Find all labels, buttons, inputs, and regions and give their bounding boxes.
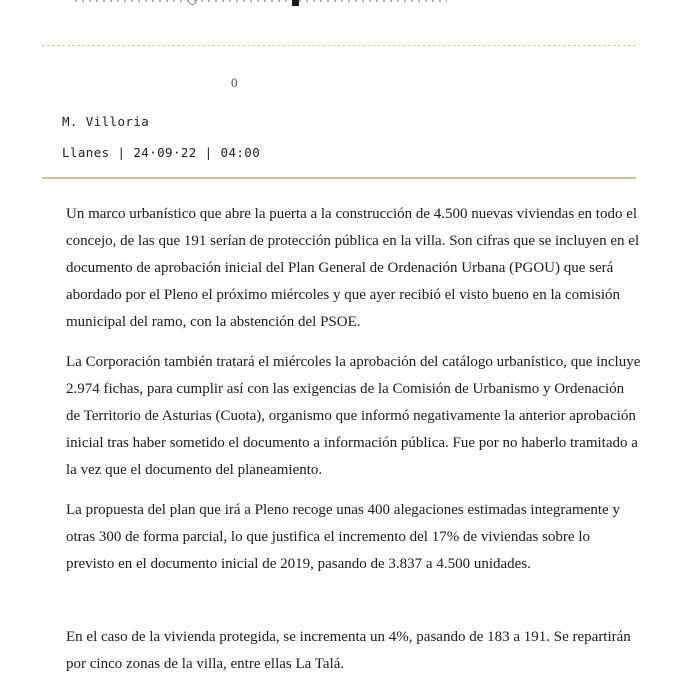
article-paragraph-4: En el caso de la vivienda protegida, se incrementa un 4%, pasando de 183 a 191. Se repartirán por cinco zonas de la villa, entre ellas La Talá. [66, 629, 631, 672]
author-byline[interactable]: M. Villoria [62, 114, 150, 129]
comment-count[interactable]: 0 [231, 75, 238, 90]
headline-letter-fragment [188, 0, 197, 5]
headline-text-fragment [75, 0, 447, 2]
article-body [66, 201, 642, 678]
top-divider [42, 45, 636, 46]
article-paragraph-3: La propuesta del plan que irá a Pleno recoge unas 400 alegaciones estimadas integramente y otras 300 de forma parcial, lo que justifica el incremento del 17% de viviendas sobre lo previsto en el documento inicial de 2019, pasando de 3.837 a 4.500 unidades. [66, 502, 620, 572]
headline-letter-fragment [292, 0, 299, 6]
article-paragraph-2: La Corporación también tratará el miércoles la aprobación del catálogo urbanístico, que incluye 2.974 fichas, para cumplir así con las exigencias de la Comisión de Urbanismo y Ordenación de Territorio de Asturias (Cuota), organismo que informó negativamente la anterior aprobación inicial tras haber sometido el documento a información pública. Fue por no haberlo tramitado a la vez que el documento del planeamiento. [66, 354, 641, 478]
clipped-headline-remnant [0, 0, 678, 8]
article-paragraph-1: Un marco urbanístico que abre la puerta a la construcción de 4.500 nuevas viviendas en todo el concejo, de las que 191 serían de protección pública en la villa. Son cifras que se incluyen en el documento de aprobación inicial del Plan General de Ordenación Urbana (PGOU) que será abordado por el Pleno el próximo miércoles y que ayer recibió el visto bueno en la comisión municipal del ramo, con la abstención del PSOE. [66, 206, 640, 330]
byline-divider [42, 177, 636, 179]
dateline: Llanes | 24·09·22 | 04:00 [62, 145, 261, 160]
byline-block [0, 113, 678, 161]
